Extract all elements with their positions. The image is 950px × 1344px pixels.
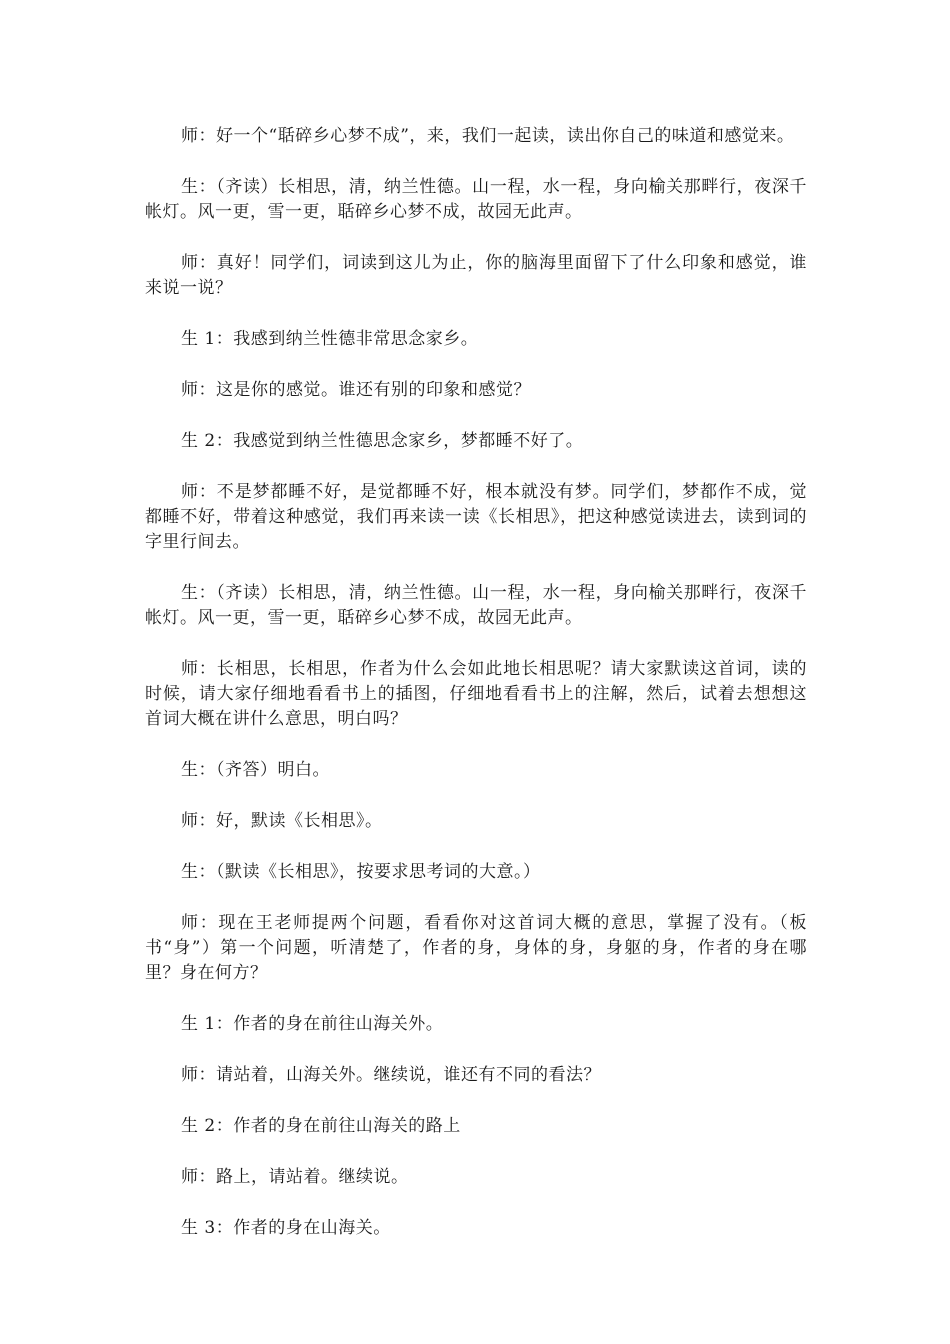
paragraph: 生 1：作者的身在前往山海关外。 — [181, 1014, 444, 1034]
paragraph: 师：现在王老师提两个问题，看看你对这首词大概的意思，掌握了没有。（板书“身”）第一个问题，听清楚了，作者的身，身体的身，身躯的身，作者的身在哪里？身在何方？ — [145, 913, 807, 983]
paragraph: 师：不是梦都睡不好，是觉都睡不好，根本就没有梦。同学们，梦都作不成，觉都睡不好，带着这种感觉，我们再来读一读《长相思》，把这种感觉读进去，读到词的字里行间去。 — [145, 482, 807, 552]
paragraph: 生：（齐答）明白。 — [181, 760, 330, 780]
paragraph: 生 2：我感觉到纳兰性德思念家乡，梦都睡不好了。 — [181, 431, 584, 451]
paragraph: 生：（默读《长相思》，按要求思考词的大意。） — [181, 862, 541, 882]
paragraph: 生 3：作者的身在山海关。 — [181, 1218, 391, 1238]
paragraph: 师：好一个“聒碎乡心梦不成”，来，我们一起读，读出你自己的味道和感觉来。 — [181, 126, 795, 146]
document-page — [145, 124, 807, 1267]
paragraph: 生：（齐读）长相思，清，纳兰性德。山一程，水一程，身向榆关那畔行，夜深千帐灯。风一更，雪一更，聒碎乡心梦不成，故园无此声。 — [145, 177, 807, 222]
paragraph: 师：真好！同学们，词读到这儿为止，你的脑海里面留下了什么印象和感觉，谁来说一说？ — [145, 253, 807, 298]
paragraph: 生 2：作者的身在前往山海关的路上 — [181, 1116, 461, 1136]
paragraph: 生 1：我感到纳兰性德非常思念家乡。 — [181, 329, 479, 349]
paragraph: 师：这是你的感觉。谁还有别的印象和感觉？ — [181, 380, 531, 400]
paragraph: 师：路上，请站着。继续说。 — [181, 1167, 409, 1187]
paragraph: 师：好，默读《长相思》。 — [181, 811, 383, 831]
paragraph: 师：长相思，长相思，作者为什么会如此地长相思呢？请大家默读这首词，读的时候，请大家仔细地看看书上的插图，仔细地看看书上的注解，然后，试着去想想这首词大概在讲什么意思，明白吗？ — [145, 659, 807, 729]
paragraph: 生：（齐读）长相思，清，纳兰性德。山一程，水一程，身向榆关那畔行，夜深千帐灯。风一更，雪一更，聒碎乡心梦不成，故园无此声。 — [145, 583, 807, 628]
paragraph: 师：请站着，山海关外。继续说，谁还有不同的看法？ — [181, 1065, 601, 1085]
